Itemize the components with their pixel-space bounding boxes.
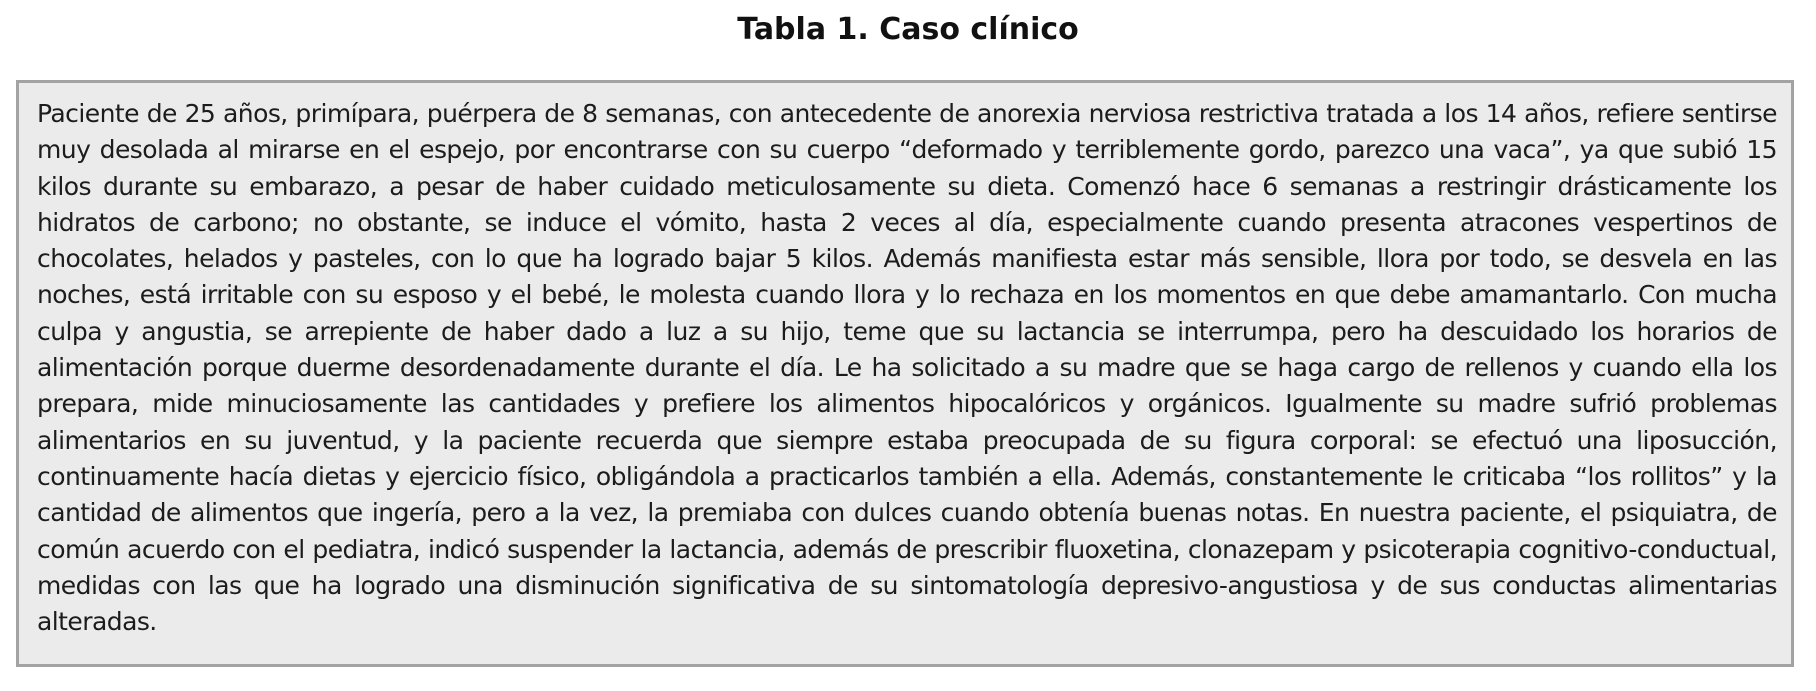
case-report-text: Paciente de 25 años, primípara, puérpera de 8 semanas, con antecedente de anorexia nerviosa restrictiva tratada a los 14 años, refiere sentirse muy desolada al mirarse en el espejo, por encontrarse con su cuerpo “deformado y terriblemente gordo, parezco una vaca”, ya que subió 15 kilos durante su embarazo, a pesar de haber cuidado meticulosamente su dieta. Comenzó hace 6 semanas a restringir drásticamente los hidratos de carbono; no obstante, se induce el vómito, hasta 2 veces al día, especialmente cuando presenta atracones vespertinos de chocolates, helados y pasteles, con lo que ha logrado bajar 5 kilos. Además manifiesta estar más sensible, llora por todo, se desvela en las noches, está irritable con su esposo y el bebé, le molesta cuando llora y lo rechaza en los momentos en que debe amamantarlo. Con mucha culpa y angustia, se arrepiente de haber dado a luz a su hijo, teme que su lactancia se interrumpa, pero ha descuidado los horarios de alimentación porque duerme desordenadamente durante el día. Le ha solicitado a su madre que se haga cargo de rellenos y cuando ella los prepara, mide minuciosamente las cantidades y prefiere los alimentos hipocalóricos y orgánicos. Igualmente su madre sufrió problemas alimentarios en su juventud, y la paciente recuerda que siempre estaba preocupada de su figura corporal: se efectuó una liposucción, continuamente hacía dietas y ejercicio físico, obligándola a practicarlos también a ella. Además, constantemente le criticaba “los rollitos” y la cantidad de alimentos que ingería, pero a la vez, la premiaba con dulces cuando obtenía buenas notas. En nuestra paciente, el psiquiatra, de común acuerdo con el pediatra, indicó suspender la lactancia, además de prescribir fluoxetina, clonazepam y psicoterapia cognitivo-conductual, medidas con las que ha logrado una disminución significativa de su sintomatología depresivo-angustiosa y de sus conductas alimentarias alteradas. xyxy=(37,99,1777,637)
case-report-box xyxy=(16,80,1794,667)
table-title: Tabla 1. Caso clínico xyxy=(737,12,1079,47)
